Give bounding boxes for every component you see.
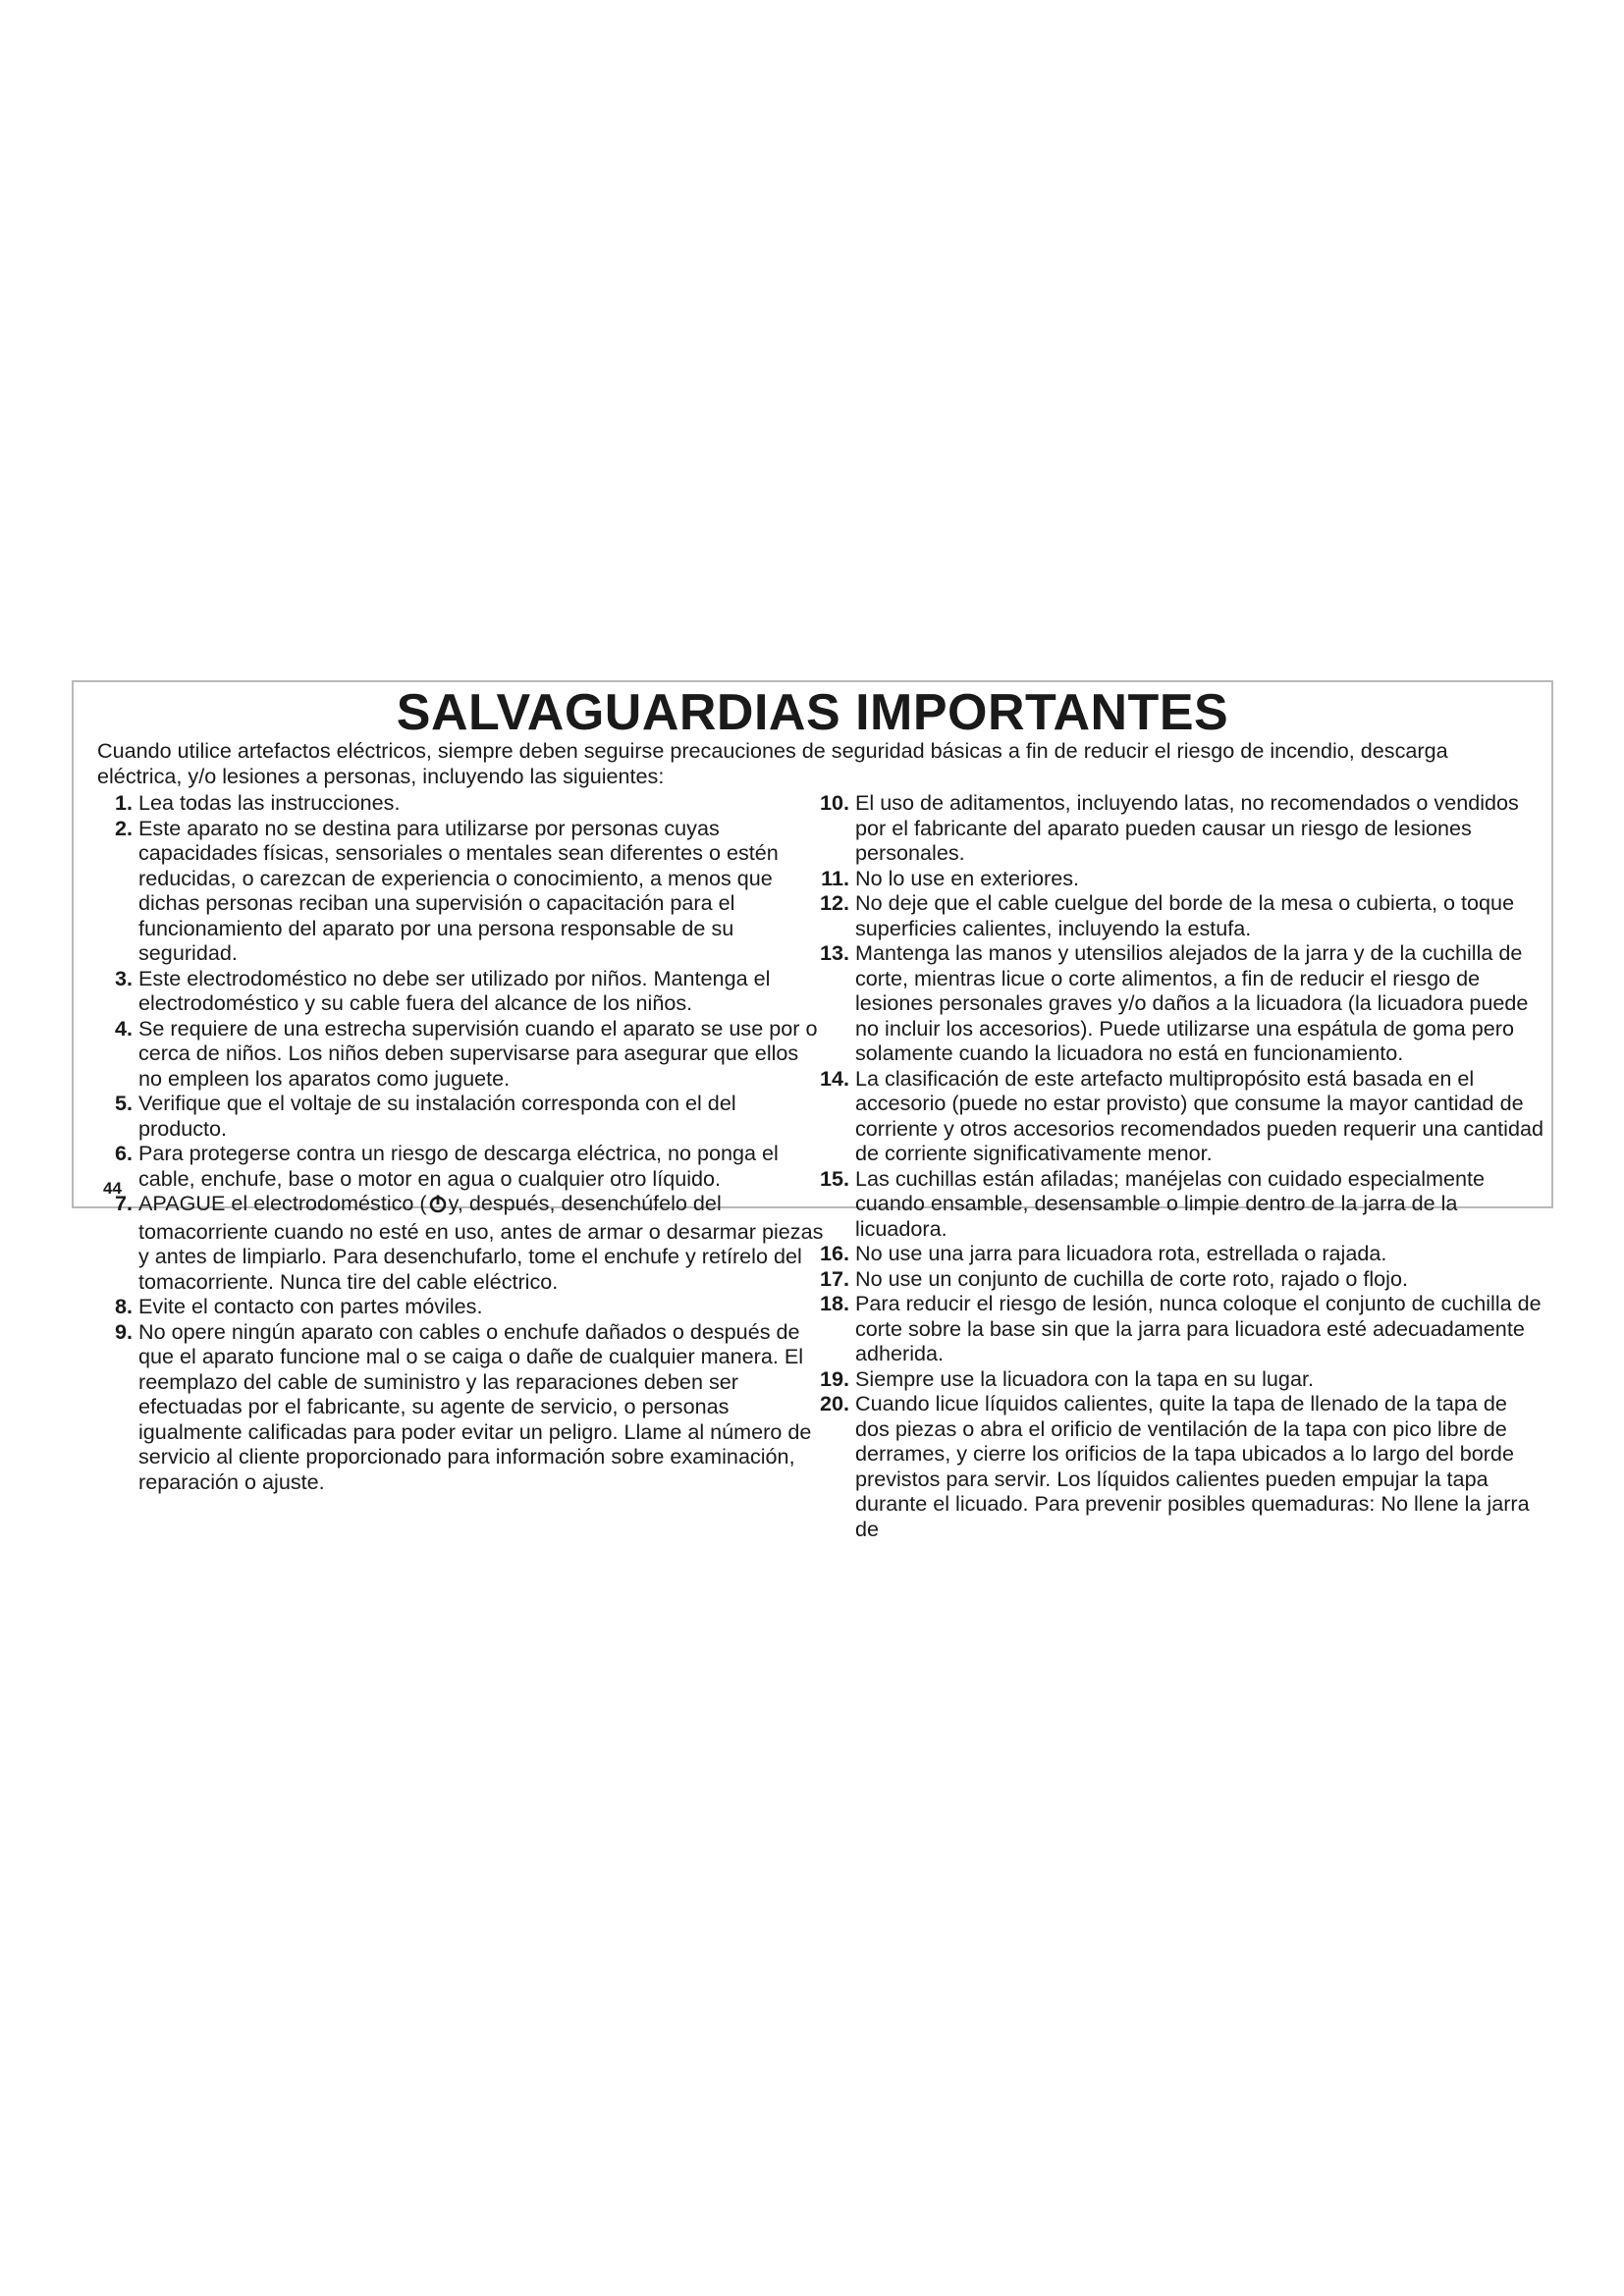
item-number: 14. <box>819 1065 849 1091</box>
list-item <box>809 1291 1545 1366</box>
item-number: 8. <box>114 1294 133 1318</box>
list-item <box>809 940 1545 1066</box>
item-text: Se requiere de una estrecha supervisión cuando el aparato se use por o cerca de niños. Los niños deben supervisarse para asegurar que ellos no empleen los aparatos como juguete. <box>138 1015 818 1091</box>
list-item <box>809 1391 1545 1541</box>
item-number: 2. <box>114 815 133 840</box>
item-number: 17. <box>819 1265 849 1291</box>
safeguards-list-left <box>97 790 824 1494</box>
list-item <box>97 1141 824 1191</box>
item-number: 15. <box>819 1165 849 1191</box>
item-number: 5. <box>114 1091 133 1115</box>
item-text: No opere ningún aparato con cables o enchufe dañados o después de que el aparato funcione mal o se caiga o dañe de cualquier manera. El reemplazo del cable de suministro y las reparaciones deben ser efectuadas por el fabricante, su agente de servicio, o personas igualmente calificadas para poder evitar un peligro. Llame al número de servicio al cliente proporcionado para información sobre examinación, reparación o ajuste. <box>138 1318 812 1494</box>
item-number: 10. <box>819 790 849 815</box>
list-item <box>97 966 824 1016</box>
list-item <box>97 1191 824 1294</box>
item-text: No lo use en exteriores. <box>855 865 1080 890</box>
power-icon <box>428 1194 448 1219</box>
list-item <box>809 790 1545 866</box>
item-number: 18. <box>819 1291 849 1315</box>
list-item <box>809 890 1545 940</box>
list-item <box>97 1016 824 1092</box>
list-item <box>809 1266 1545 1292</box>
safeguards-panel <box>72 680 1553 1541</box>
item-text: Verifique que el voltaje de su instalación corresponda con el del producto. <box>138 1091 736 1141</box>
item-number: 6. <box>114 1141 133 1165</box>
item-text: Este aparato no se destina para utilizarse por personas cuyas capacidades físicas, sensoriales o mentales sean diferentes o estén reducidas, o carezcan de experiencia o conocimiento, a menos que dichas personas reciban una supervisión o capacitación para el funcionamiento del aparato por una persona responsable de su seguridad. <box>138 815 779 965</box>
item-text: Siempre use la licuadora con la tapa en su lugar. <box>855 1365 1314 1391</box>
item-number: 3. <box>114 965 133 990</box>
item-text: Este electrodoméstico no debe ser utilizado por niños. Mantenga el electrodoméstico y su cable fuera del alcance de los niños. <box>138 965 771 1015</box>
page-title: SALVAGUARDIAS IMPORTANTES <box>396 684 1229 741</box>
intro-paragraph: Cuando utilice artefactos eléctricos, siempre deben seguirse precauciones de seguridad básicas a fin de reducir el riesgo de incendio, descarga eléctrica, y/o lesiones a personas, incluyendo las siguientes: <box>97 738 1448 788</box>
list-item <box>809 1241 1545 1266</box>
list-item <box>97 816 824 966</box>
item-number: 20. <box>819 1391 849 1415</box>
item-number: 7. <box>114 1191 133 1215</box>
item-text: Para protegerse contra un riesgo de descarga eléctrica, no ponga el cable, enchufe, base o motor en agua o cualquier otro líquido. <box>138 1141 779 1191</box>
item-number: 12. <box>819 890 849 915</box>
item-number: 1. <box>114 790 133 815</box>
page-number: 44 <box>103 1179 122 1198</box>
list-item <box>97 1294 824 1319</box>
item-number: 16. <box>819 1241 849 1265</box>
item-text <box>138 1191 824 1294</box>
item-text-after-icon: y, después, desenchúfelo del tomacorriente cuando no esté en uso, antes de armar o desarmar piezas y antes de limpiarlo. Para desenchufarlo, tome el enchufe y retírelo del tomacorriente. Nunca tire del cable eléctrico. <box>138 1191 824 1294</box>
item-text: Evite el contacto con partes móviles. <box>138 1294 483 1318</box>
item-text: Para reducir el riesgo de lesión, nunca coloque el conjunto de cuchilla de corte sobre la base sin que la jarra para licuadora esté adecuadamente adherida. <box>855 1291 1542 1365</box>
list-item <box>809 1366 1545 1392</box>
item-text: Lea todas las instrucciones. <box>138 790 401 815</box>
item-text: No deje que el cable cuelgue del borde de la mesa o cubierta, o toque superficies calientes, incluyendo la estufa. <box>855 890 1515 940</box>
item-number: 11. <box>821 865 849 890</box>
list-item <box>97 1091 824 1141</box>
item-text: El uso de aditamentos, incluyendo latas, no recomendados o vendidos por el fabricante del aparato pueden causar un riesgo de lesiones personales. <box>855 790 1519 865</box>
item-number: 19. <box>819 1365 849 1391</box>
list-item <box>809 1066 1545 1166</box>
item-number: 9. <box>114 1318 133 1344</box>
item-number: 13. <box>819 940 849 965</box>
item-text: La clasificación de este artefacto multipropósito está basada en el accesorio (puede no estar provisto) que consume la mayor cantidad de corriente y otros accesorios recomendados pueden requerir una cantidad de corriente significativamente menor. <box>855 1065 1544 1165</box>
item-text: No use una jarra para licuadora rota, estrellada o rajada. <box>855 1241 1387 1265</box>
list-item <box>97 790 824 816</box>
item-text-before-icon: APAGUE el electrodoméstico ( <box>138 1191 427 1215</box>
item-text: No use un conjunto de cuchilla de corte roto, rajado o flojo. <box>855 1265 1408 1291</box>
list-item <box>809 866 1545 891</box>
safeguards-list-right <box>809 790 1545 1541</box>
item-text: Mantenga las manos y utensilios alejados de la jarra y de la cuchilla de corte, mientras licue o corte alimentos, a fin de reducir el riesgo de lesiones personales graves y/o daños a la licuadora (la licuadora puede no incluir los accesorios). Puede utilizarse una espátula de goma pero solamente cuando la licuadora no está en funcionamiento. <box>855 940 1529 1065</box>
item-text: Cuando licue líquidos calientes, quite la tapa de llenado de la tapa de dos piezas o abra el orificio de ventilación de la tapa con pico libre de derrames, y cierre los orificios de la tapa ubicados a lo largo del borde previstos para servir. Los líquidos calientes pueden empujar la tapa durante el licuado. Para prevenir posibles quemaduras: No llene la jarra de <box>855 1391 1530 1541</box>
list-item <box>97 1319 824 1495</box>
item-number: 4. <box>114 1015 133 1041</box>
item-text: Las cuchillas están afiladas; manéjelas con cuidado especialmente cuando ensamble, desensamble o limpie dentro de la jarra de la licuadora. <box>855 1165 1486 1241</box>
list-item <box>809 1166 1545 1242</box>
